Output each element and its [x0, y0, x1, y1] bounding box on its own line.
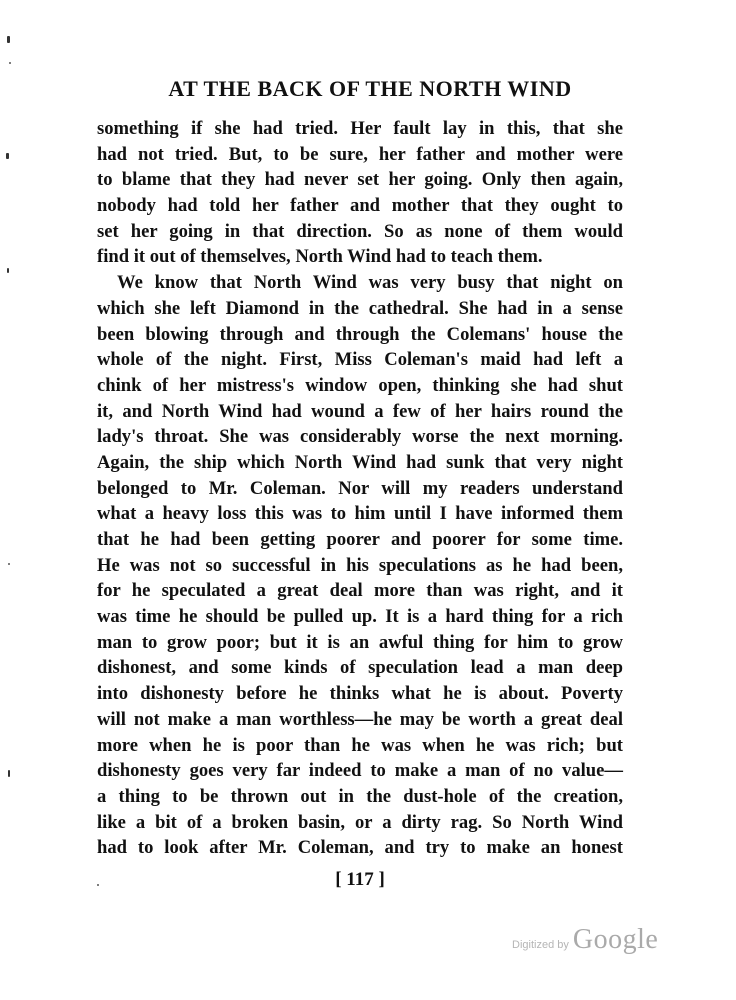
margin-dot — [9, 62, 11, 64]
text-line: been blowing through and through the Colemans' house the — [97, 323, 623, 345]
page-number: [ 117 ] — [335, 869, 385, 890]
text-line: lady's throat. She was considerably worse the next morning. — [97, 426, 623, 448]
text-line: man to grow poor; but it is an awful thing for him to grow — [97, 631, 623, 653]
text-line: had to look after Mr. Coleman, and try to make an honest — [97, 837, 623, 859]
text-line: a thing to be thrown out in the dust-hole of the creation, — [97, 785, 623, 807]
watermark-prefix: Digitized by — [512, 939, 569, 951]
text-line: to blame that they had never set her going. Only then again, — [97, 169, 623, 191]
text-line: into dishonesty before he thinks what he is about. Poverty — [97, 683, 623, 705]
text-line: had not tried. But, to be sure, her father and mother were — [97, 143, 623, 165]
text-line: set her going in that direction. So as none of them would — [97, 220, 623, 242]
text-line: that he had been getting poorer and poorer for some time. — [97, 529, 623, 550]
text-line: more when he is poor than he was when he was rich; but — [97, 734, 623, 756]
text-line: find it out of themselves, North Wind had to teach them. — [97, 246, 543, 268]
google-logo: Google — [572, 924, 659, 955]
text-line: what a heavy loss this was to him until I have informed them — [97, 503, 623, 525]
text-line: for he speculated a great deal more than was right, and it — [97, 580, 623, 602]
text-line: belonged to Mr. Coleman. Nor will my readers understand — [97, 477, 623, 499]
text-line: like a bit of a broken basin, or a dirty rag. So North Wind — [97, 811, 623, 833]
margin-mark — [8, 770, 10, 777]
google-watermark — [512, 922, 658, 956]
text-line: Again, the ship which North Wind had sunk that very night — [97, 451, 623, 473]
text-line: dishonest, and some kinds of speculation lead a man deep — [97, 657, 623, 679]
text-line: whole of the night. First, Miss Coleman's maid had left a — [97, 349, 623, 371]
text-line: He was not so successful in his speculations as he had been, — [97, 554, 623, 576]
text-line: which she left Diamond in the cathedral. She had in a sense — [97, 297, 623, 319]
body-text — [97, 116, 623, 861]
text-line: dishonesty goes very far indeed to make a man of no value— — [97, 760, 623, 782]
text-line: it, and North Wind had wound a few of her hairs round the — [97, 400, 623, 422]
margin-mark — [7, 268, 9, 273]
margin-mark — [7, 36, 10, 43]
paragraph-start-line: We know that North Wind was very busy that night on — [117, 272, 623, 294]
margin-dot — [97, 884, 99, 886]
text-line: chink of her mistress's window open, thinking she had shut — [97, 374, 623, 396]
running-header: AT THE BACK OF THE NORTH WIND — [168, 76, 572, 101]
margin-mark — [6, 153, 9, 159]
text-line: nobody had told her father and mother that they ought to — [97, 195, 623, 217]
text-line: something if she had tried. Her fault lay in this, that she — [97, 118, 623, 139]
text-line: will not make a man worthless—he may be worth a great deal — [97, 708, 623, 730]
margin-dot — [8, 563, 10, 565]
text-line: was time he should be pulled up. It is a hard thing for a rich — [97, 606, 623, 628]
